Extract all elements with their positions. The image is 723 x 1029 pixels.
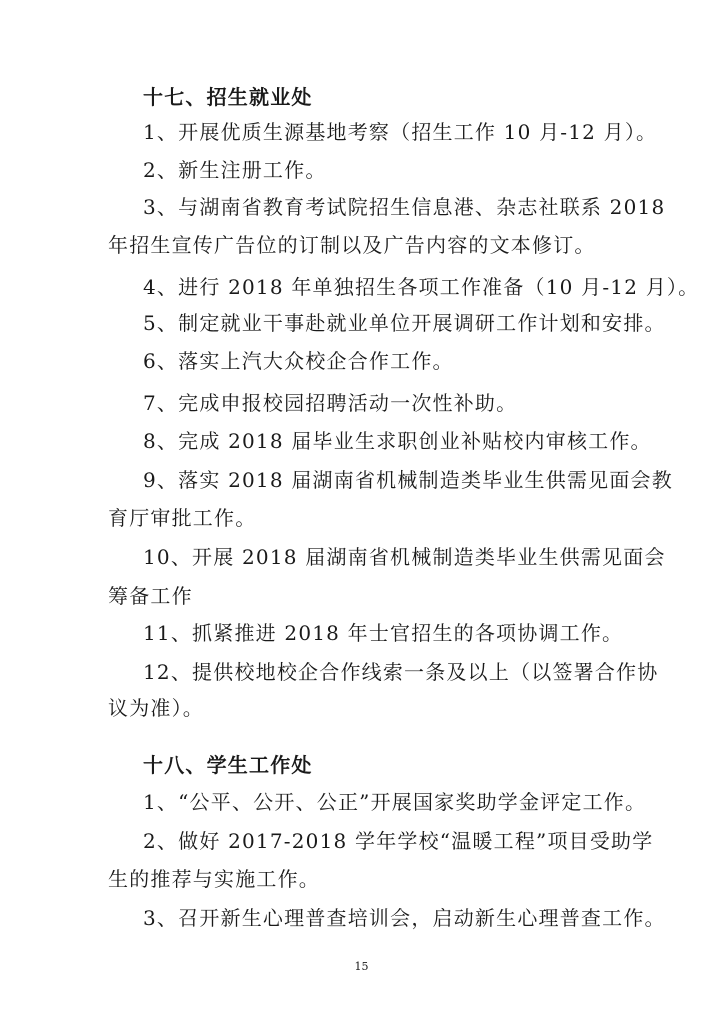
list-item: 6、落实上汽大众校企合作工作。	[143, 349, 454, 373]
list-item-continuation: 年招生宣传广告位的订制以及广告内容的文本修订。	[108, 233, 596, 257]
list-item: 2、做好 2017-2018 学年学校“温暖工程”项目受助学	[143, 829, 654, 853]
list-item: 3、与湖南省教育考试院招生信息港、杂志社联系 2018	[143, 195, 666, 219]
list-item: 7、完成申报校园招聘活动一次性补助。	[143, 391, 518, 415]
list-item: 2、新生注册工作。	[143, 158, 327, 182]
list-item: 4、进行 2018 年单独招生各项工作准备（10 月-12 月）。	[143, 275, 700, 299]
list-item: 10、开展 2018 届湖南省机械制造类毕业生供需见面会	[143, 545, 666, 569]
page-number: 15	[354, 960, 369, 973]
list-item: 1、“公平、公开、公正”开展国家奖助学金评定工作。	[143, 790, 647, 814]
list-item-continuation: 筹备工作	[108, 584, 193, 608]
list-item: 3、召开新生心理普查培训会，启动新生心理普查工作。	[143, 906, 666, 930]
list-item: 5、制定就业干事赴就业单位开展调研工作计划和安排。	[143, 311, 666, 335]
list-item-continuation: 议为准）。	[108, 696, 204, 720]
list-item: 8、完成 2018 届毕业生求职创业补贴校内审核工作。	[143, 429, 652, 453]
list-item: 11、抓紧推进 2018 年士官招生的各项协调工作。	[143, 621, 624, 645]
list-item: 1、开展优质生源基地考察（招生工作 10 月-12 月）。	[143, 120, 658, 144]
list-item: 12、提供校地校企合作线索一条及以上（以签署合作协	[143, 660, 659, 684]
section-heading: 十八、学生工作处	[143, 753, 313, 777]
list-item-continuation: 生的推荐与实施工作。	[108, 867, 320, 891]
list-item-continuation: 育厅审批工作。	[108, 506, 257, 530]
list-item: 9、落实 2018 届湖南省机械制造类毕业生供需见面会教	[143, 468, 673, 492]
section-heading: 十七、招生就业处	[143, 85, 313, 109]
